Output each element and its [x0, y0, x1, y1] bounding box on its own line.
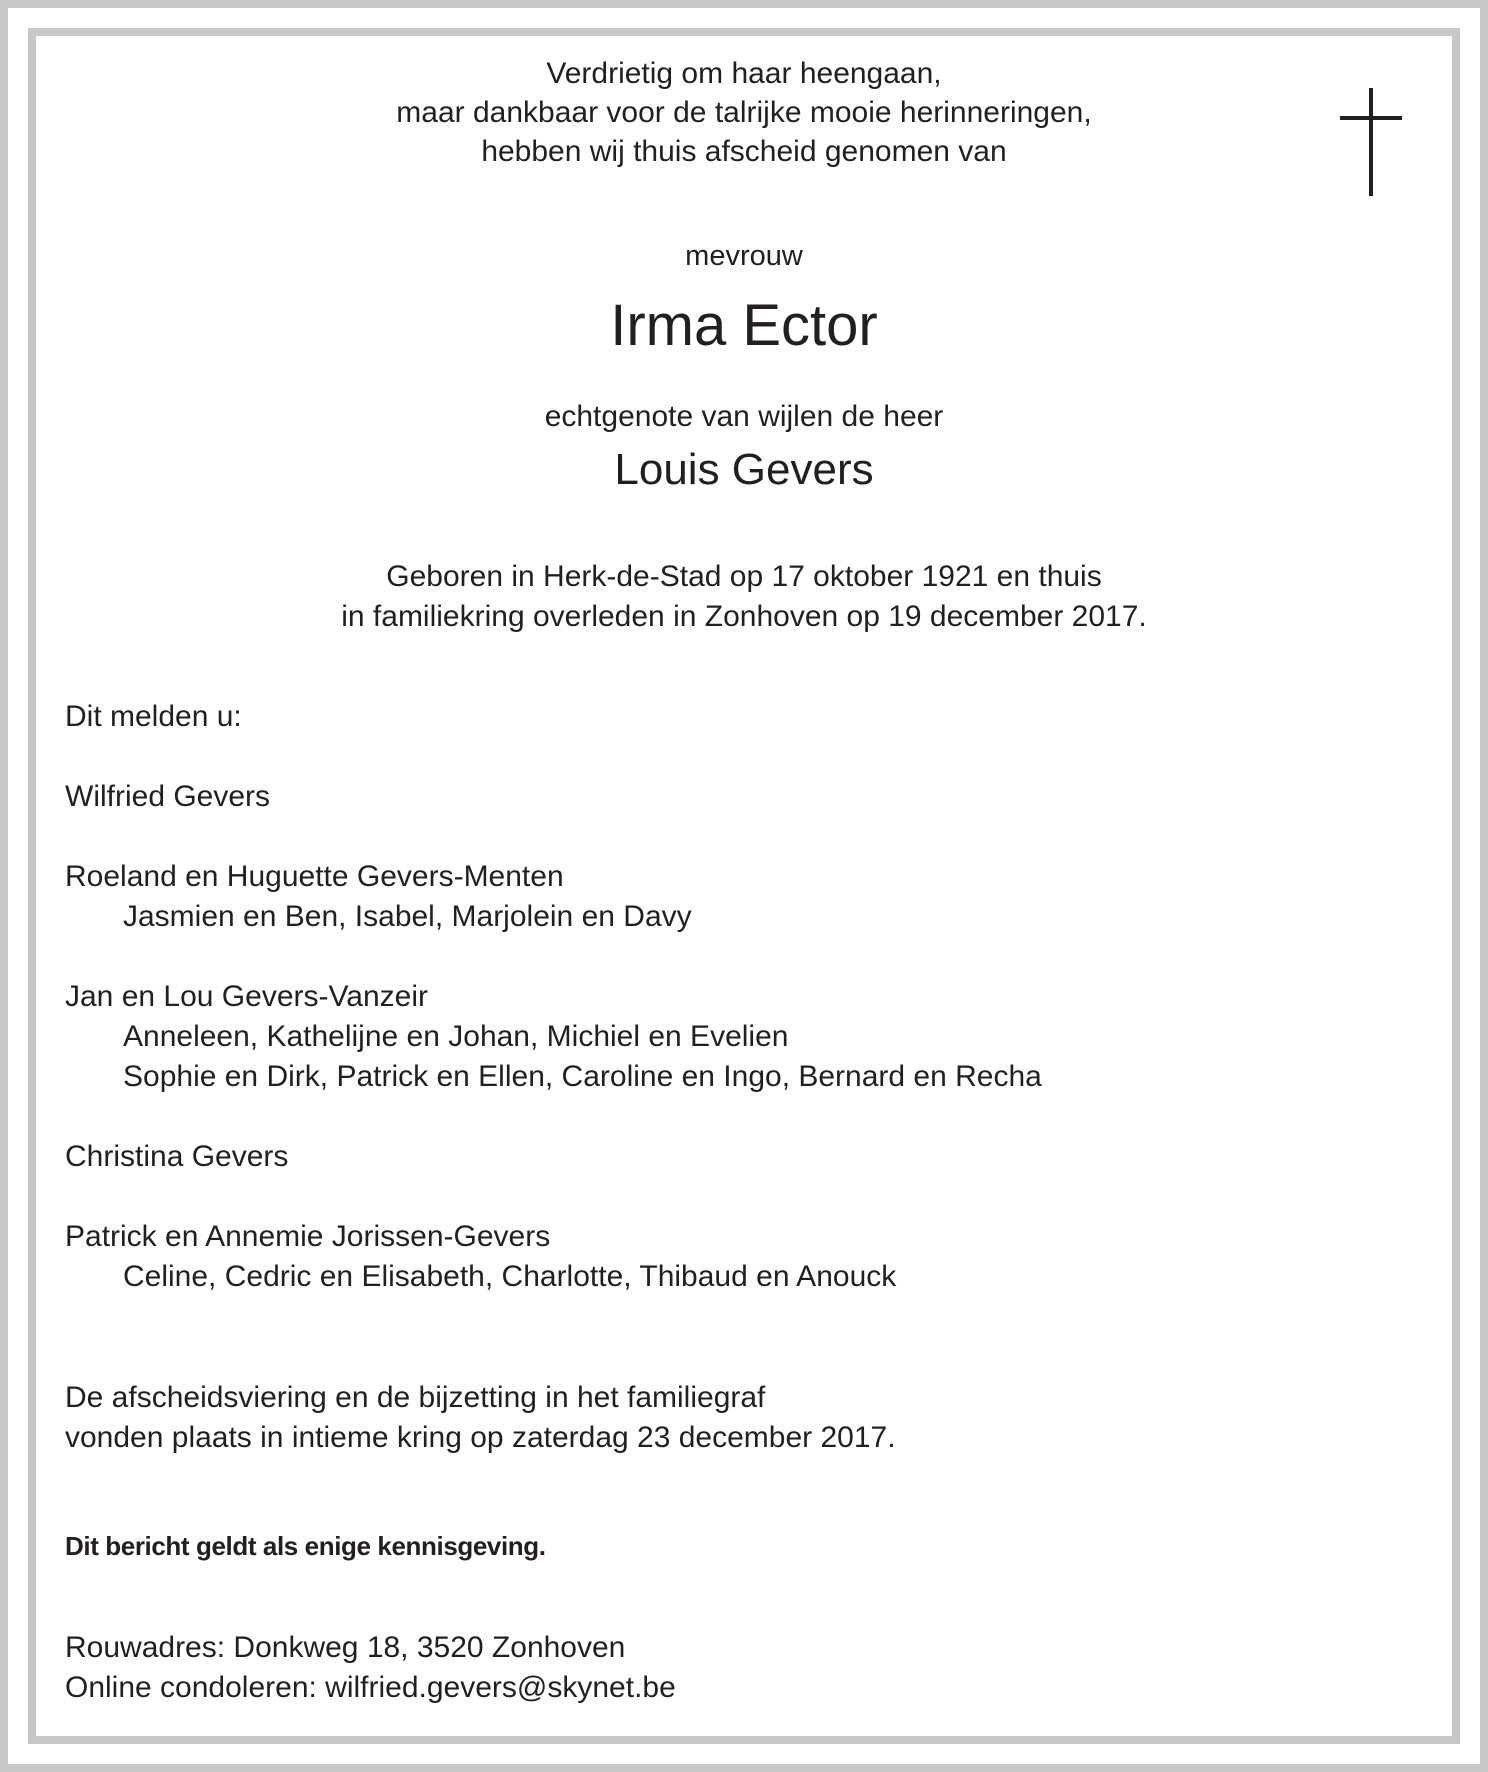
salutation: mevrouw	[685, 240, 803, 272]
dates-line-1: Geboren in Herk-de-Stad op 17 oktober 1921 en thuis	[386, 560, 1102, 593]
grandchildren-line: Jasmien en Ben, Isabel, Marjolein en Davy	[123, 900, 692, 933]
grandchildren-line: Anneleen, Kathelijne en Johan, Michiel en Evelien	[123, 1020, 789, 1053]
dates-line-2: in familiekring overleden in Zonhoven op 19 december 2017.	[341, 600, 1147, 633]
mourning-address: Rouwadres: Donkweg 18, 3520 Zonhoven	[65, 1631, 626, 1664]
spouse-name: Louis Gevers	[614, 445, 874, 494]
family-member: Christina Gevers	[65, 1140, 289, 1173]
online-condolence: Online condoleren: wilfried.gevers@skynet.be	[65, 1671, 676, 1704]
intro-line-2: maar dankbaar voor de talrijke mooie herinneringen,	[396, 96, 1092, 129]
relation-text: echtgenote van wijlen de heer	[544, 400, 944, 433]
family-member: Patrick en Annemie Jorissen-Gevers	[65, 1220, 551, 1253]
deceased-name: Irma Ector	[610, 293, 878, 358]
family-member: Roeland en Huguette Gevers-Menten	[65, 860, 564, 893]
notice-text: Dit bericht geldt als enige kennisgeving.	[65, 1531, 546, 1561]
ceremony-line-2: vonden plaats in intieme kring op zaterdag 23 december 2017.	[65, 1421, 896, 1454]
obituary-card	[36, 36, 1452, 1736]
ceremony-line-1: De afscheidsviering en de bijzetting in het familiegraf	[65, 1381, 766, 1414]
announcers-intro: Dit melden u:	[65, 700, 242, 733]
intro-line-3: hebben wij thuis afscheid genomen van	[481, 135, 1007, 168]
family-member: Jan en Lou Gevers-Vanzeir	[65, 980, 428, 1013]
grandchildren-line: Sophie en Dirk, Patrick en Ellen, Caroline en Ingo, Bernard en Recha	[123, 1060, 1042, 1093]
family-member: Wilfried Gevers	[65, 780, 271, 813]
intro-line-1: Verdrietig om haar heengaan,	[546, 57, 942, 90]
grandchildren-line: Celine, Cedric en Elisabeth, Charlotte, Thibaud en Anouck	[123, 1260, 897, 1293]
